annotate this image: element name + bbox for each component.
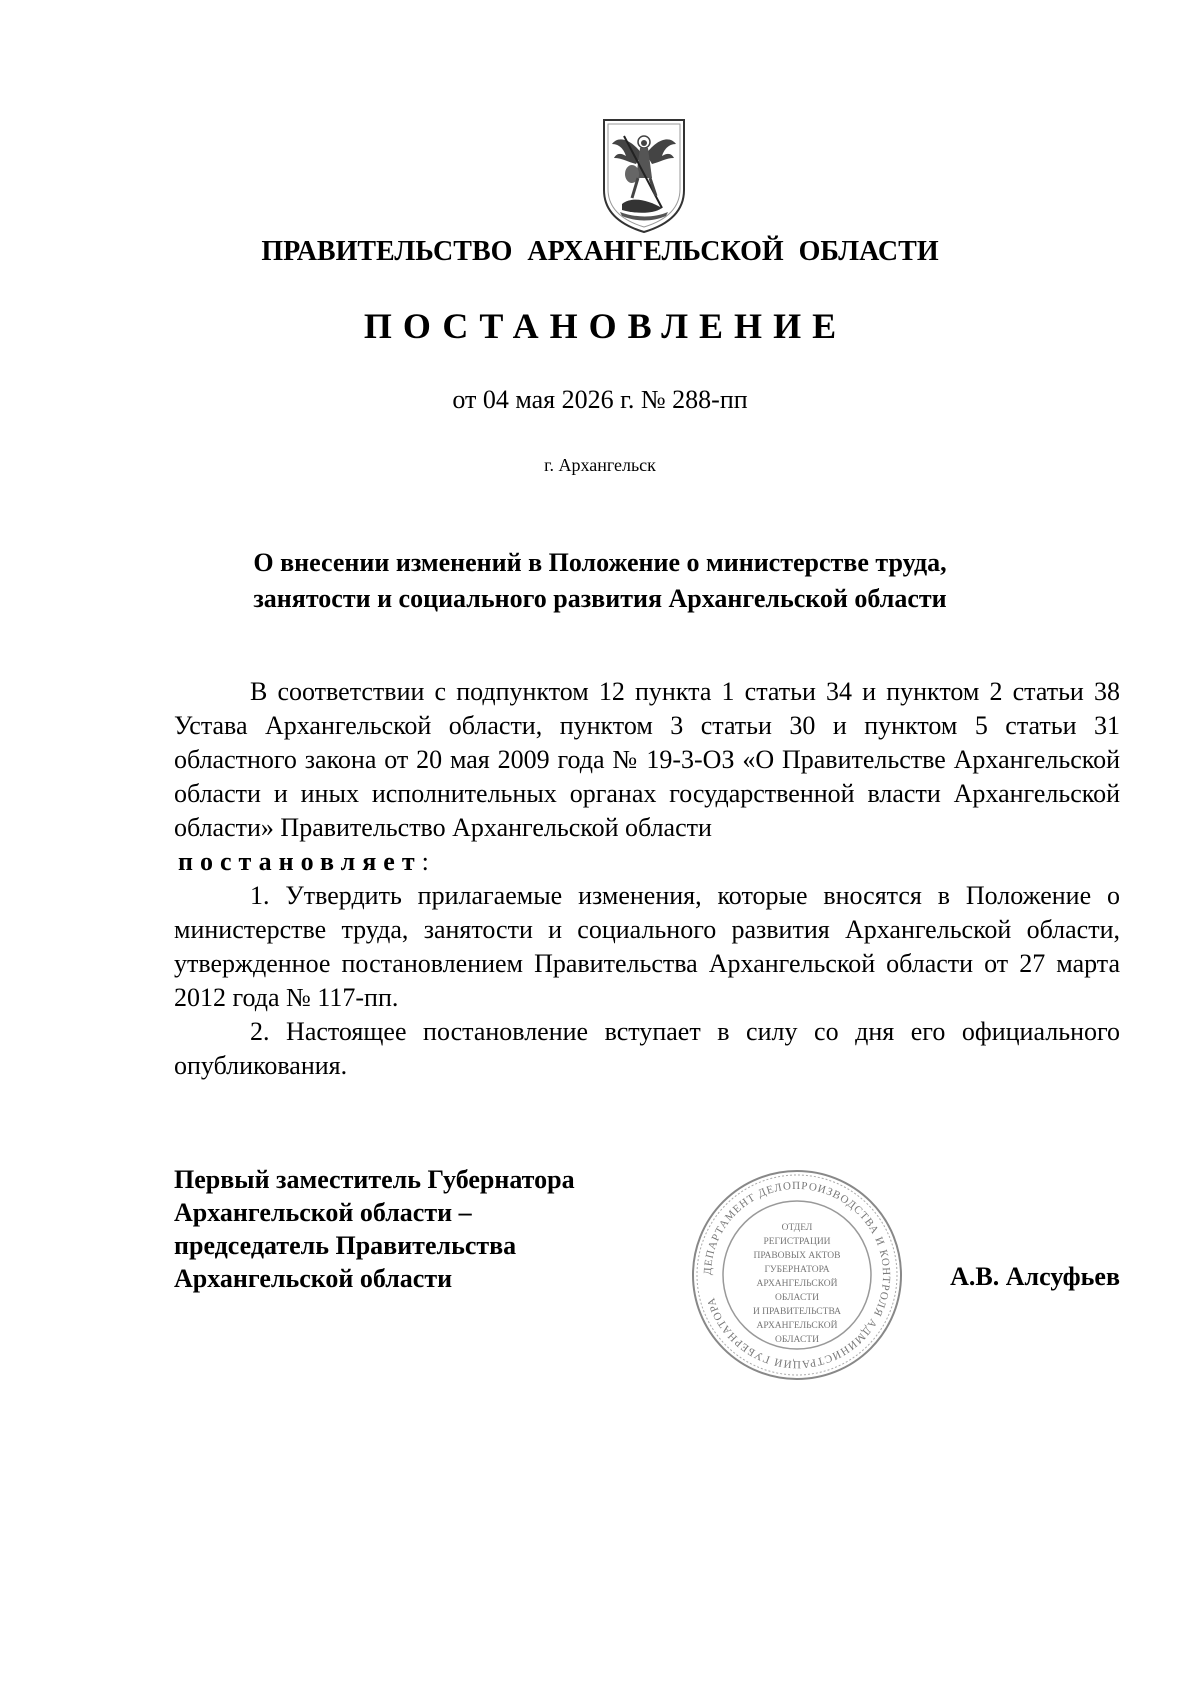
signer-position-line: Первый заместитель Губернатора [174,1165,575,1194]
document-city: г. Архангельск [544,455,656,475]
resolves-word: постановляет [178,847,422,876]
document-title [180,545,1020,617]
seal-inner-line: ПРАВОВЫХ АКТОВ [753,1251,841,1261]
resolves-line [174,845,1120,879]
resolves-suffix: : [421,847,429,876]
document-date-number: от 04 мая 2026 г. № 288-пп [452,385,748,414]
signer-position [174,1163,634,1295]
signer-position-line: председатель Правительства [174,1231,517,1260]
signer-position-line: Архангельской области [174,1264,453,1293]
item-paragraph: 2. Настоящее постановление вступает в силу со дня его официального опубликования. [174,1017,1120,1080]
seal-inner-line: АРХАНГЕЛЬСКОЙ [756,1279,838,1289]
seal-inner-line: РЕГИСТРАЦИИ [763,1237,831,1247]
document-type: ПОСТАНОВЛЕНИЕ [363,306,848,346]
document-body [174,675,1120,1083]
seal-inner-line: ОТДЕЛ [781,1223,813,1233]
archangel-coat-of-arms-icon [596,116,692,236]
preamble-text: В соответствии с подпунктом 12 пункта 1 статьи 34 и пунктом 2 статьи 38 Устава Архангельской области, пунктом 3 статьи 30 и пунктом 5 статьи 31 областного закона от 20 мая 2009 года № 19-3-ОЗ «О Правительстве Архангельской области и иных исполнительных органах государственной власти Архангельской области» Правительство Архангельской области [174,677,1120,842]
item-paragraph: 1. Утвердить прилагаемые изменения, которые вносятся в Положение о министерстве труда, занятости и социального развития Архангельской области, утвержденное постановлением Правительства Архангельской области от 27 марта 2012 года № 117-пп. [174,881,1120,1012]
signer-name: А.В. Алсуфьев [950,1262,1120,1291]
seal-inner-line: ОБЛАСТИ [775,1335,819,1345]
document-title-line: О внесении изменений в Положение о министерстве труда, [253,548,947,577]
signer-position-line: Архангельской области – [174,1198,472,1227]
seal-inner-line: ГУБЕРНАТОРА [764,1265,830,1275]
seal-inner-line: И ПРАВИТЕЛЬСТВА [752,1307,842,1317]
seal-inner-line: АРХАНГЕЛЬСКОЙ [756,1321,838,1331]
document-title-line: занятости и социального развития Архангельской области [253,584,947,613]
preamble-paragraph [174,675,1120,879]
round-official-seal-icon [690,1168,904,1382]
seal-inner-line: ОБЛАСТИ [775,1293,819,1303]
organization-name: ПРАВИТЕЛЬСТВО АРХАНГЕЛЬСКОЙ ОБЛАСТИ [261,236,939,267]
seal-outer-text: ДЕПАРТАМЕНТ ДЕЛОПРОИЗВОДСТВА И КОНТРОЛЯ АДМИНИСТРАЦИИ ГУБЕРНАТОРА [701,1179,893,1371]
